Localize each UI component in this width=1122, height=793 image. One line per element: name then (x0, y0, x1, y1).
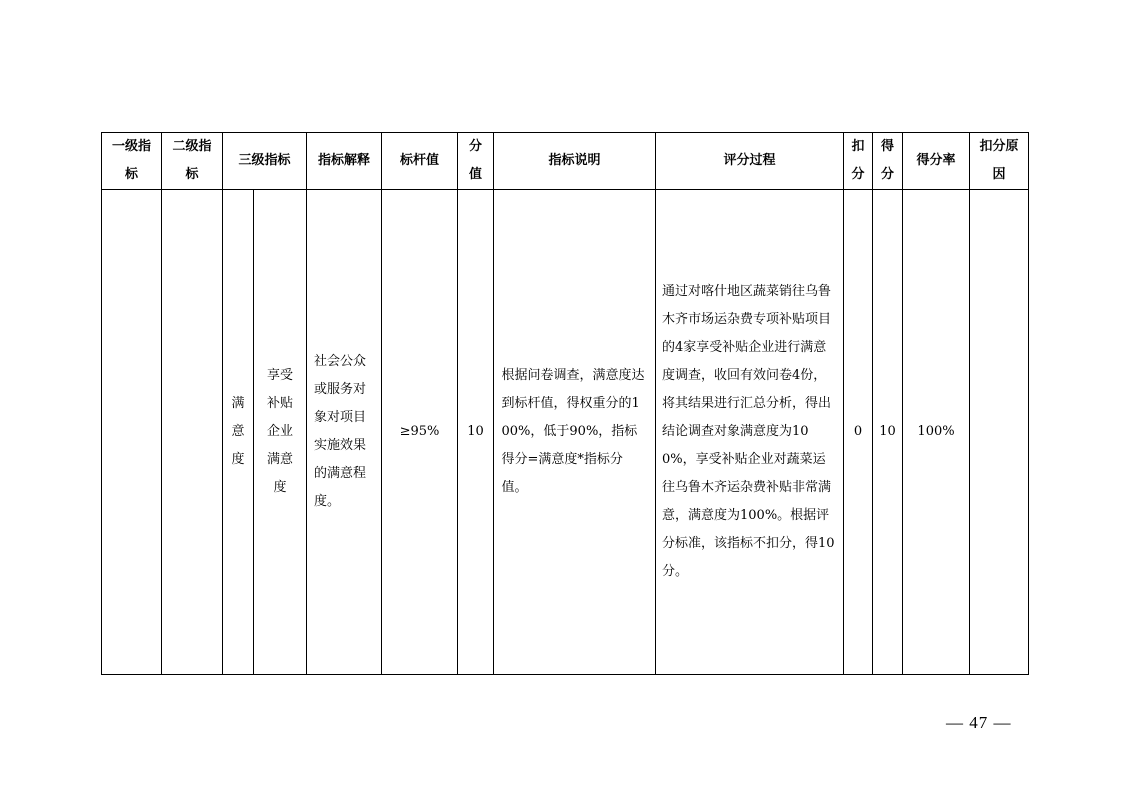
cell-description: 根据问卷调查，满意度达到标杆值，得权重分的100%，低于90%，指标得分=满意度*指标分值。 (494, 190, 656, 675)
header-score-value: 分值 (458, 133, 494, 190)
header-deduction: 扣分 (844, 133, 873, 190)
header-level2: 二级指标 (162, 133, 223, 190)
cell-deduction: 0 (844, 190, 873, 675)
cell-benchmark: ≥95% (382, 190, 458, 675)
page-number: — 47 — (946, 713, 1012, 732)
cell-process: 通过对喀什地区蔬菜销往乌鲁木齐市场运杂费专项补贴项目的4家享受补贴企业进行满意度调查，收回有效问卷4份，将其结果进行汇总分析，得出结论调查对象满意度为100%，享受补贴企业对蔬菜运往乌鲁木齐运杂费补贴非常满意，满意度为100%。根据评分标准，该指标不扣分，得10分。 (656, 190, 844, 675)
header-process: 评分过程 (656, 133, 844, 190)
cell-level1 (102, 190, 162, 675)
header-level1: 一级指标 (102, 133, 162, 190)
header-benchmark: 标杆值 (382, 133, 458, 190)
header-explanation: 指标解释 (307, 133, 382, 190)
cell-score-value: 10 (458, 190, 494, 675)
header-deduction-reason: 扣分原因 (970, 133, 1029, 190)
header-score-rate: 得分率 (903, 133, 970, 190)
cell-level2 (162, 190, 223, 675)
cell-explanation: 社会公众或服务对象对项目实施效果的满意程度。 (307, 190, 382, 675)
cell-level3b: 享受补贴企业满意度 (254, 190, 307, 675)
cell-deduction-reason (970, 190, 1029, 675)
header-score: 得分 (873, 133, 903, 190)
header-level3: 三级指标 (223, 133, 307, 190)
cell-score: 10 (873, 190, 903, 675)
evaluation-table (101, 132, 1029, 675)
table-row (102, 190, 1029, 675)
cell-level3a: 满意度 (223, 190, 254, 675)
cell-score-rate: 100% (903, 190, 970, 675)
table-header-row (102, 133, 1029, 190)
header-description: 指标说明 (494, 133, 656, 190)
